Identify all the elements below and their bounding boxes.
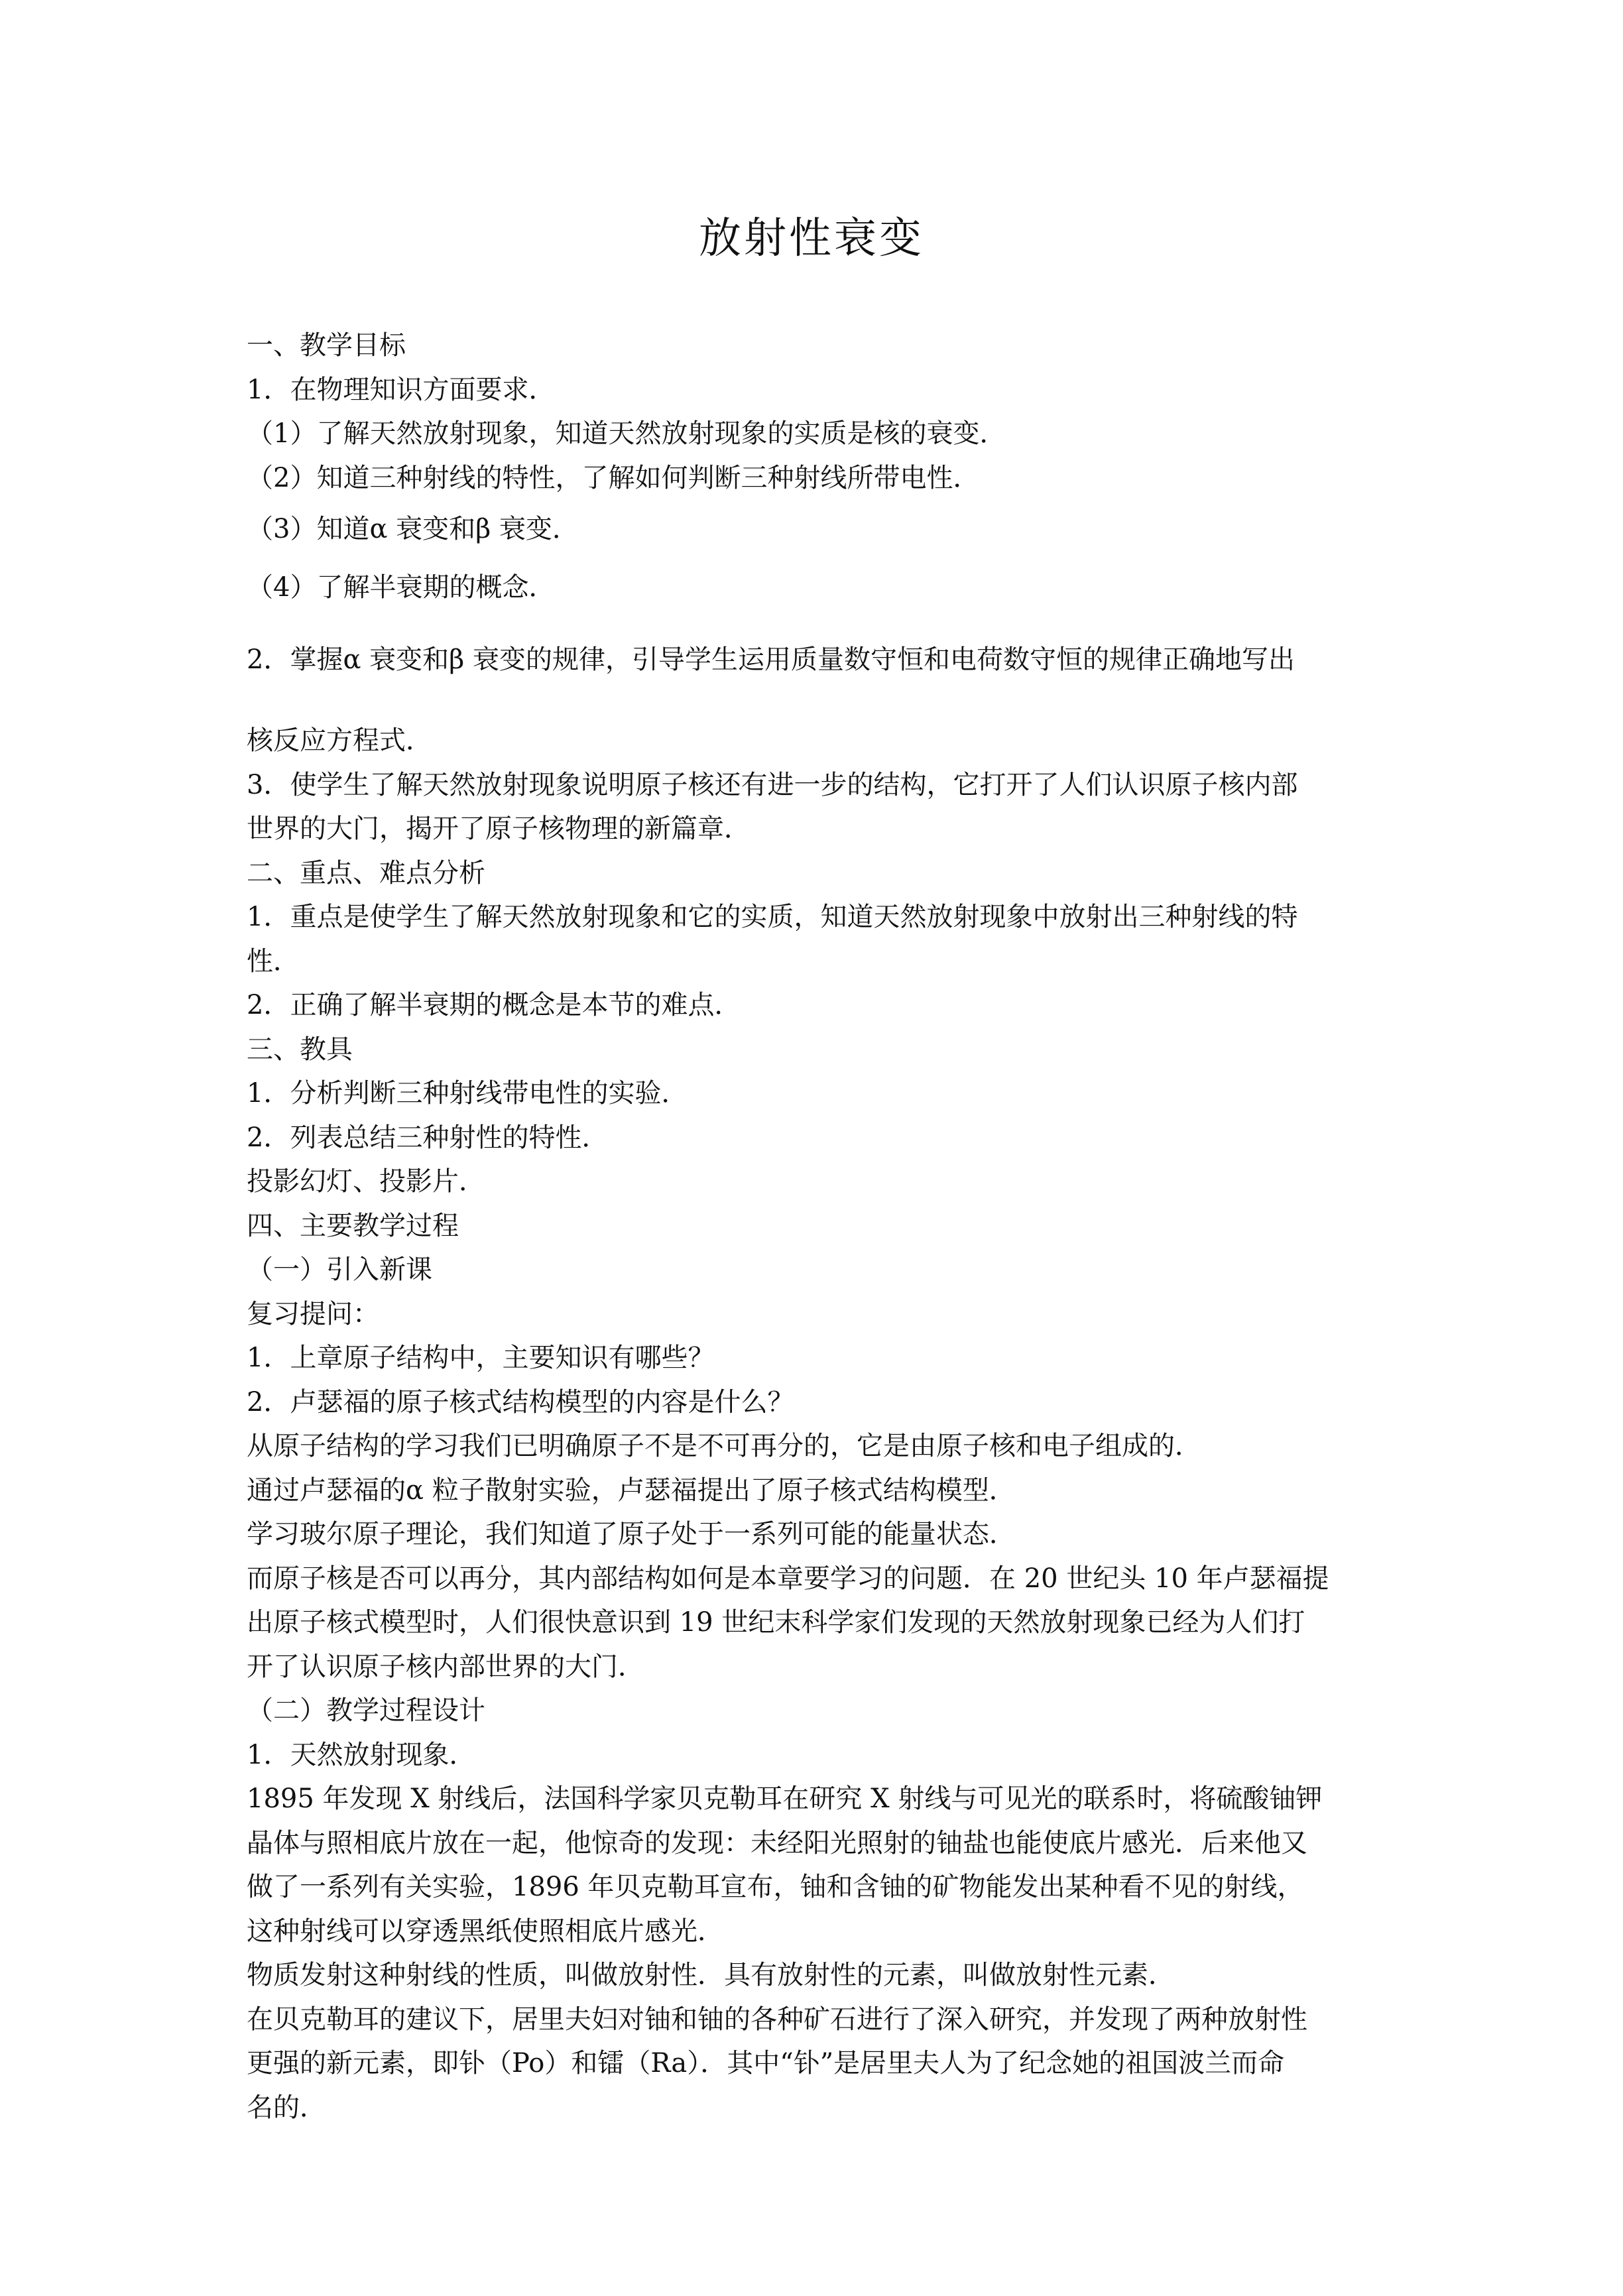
text-line: 物质发射这种射线的性质，叫做放射性．具有放射性的元素，叫做放射性元素． [247,1960,1175,1990]
text-line: （一）引入新课 [247,1254,432,1285]
text-line: 三、教具 [247,1034,353,1065]
text-line: 1．上章原子结构中，主要知识有哪些？ [247,1343,715,1373]
text-line: 通过卢瑟福的α 粒子散射实验，卢瑟福提出了原子核式结构模型． [247,1475,1016,1506]
text-line: （3）知道α 衰变和β 衰变． [247,514,579,544]
text-line: 性． [247,945,300,977]
text-line: 在贝克勒耳的建议下，居里夫妇对铀和铀的各种矿石进行了深入研究，并发现了两种放射性 [247,2004,1307,2035]
text-line: 二、重点、难点分析 [247,857,485,888]
text-line: 开了认识原子核内部世界的大门． [247,1651,644,1682]
text-line: 核反应方程式． [247,725,432,756]
page-title: 放射性衰变 [699,214,924,263]
text-line: 做了一系列有关实验，1896 年贝克勒耳宣布，铀和含铀的矿物能发出某种看不见的射线， [247,1872,1304,1902]
text-line: 1．天然放射现象． [247,1739,476,1770]
text-line: 2．卢瑟福的原子核式结构模型的内容是什么？ [247,1386,794,1418]
text-line: 2．列表总结三种射性的特性． [247,1122,609,1153]
text-line: 出原子核式模型时，人们很快意识到 19 世纪末科学家们发现的天然放射现象已经为人们打 [247,1607,1305,1638]
text-line: 这种射线可以穿透黑纸使照相底片感光． [247,1915,724,1947]
text-line: 1．重点是使学生了解天然放射现象和它的实质，知道天然放射现象中放射出三种射线的特 [247,902,1298,932]
text-line: 世界的大门，揭开了原子核物理的新篇章． [247,814,751,844]
text-line: 1．在物理知识方面要求． [247,374,556,405]
text-line: 2．掌握α 衰变和β 衰变的规律，引导学生运用质量数守恒和电荷数守恒的规律正确地写出 [247,644,1295,675]
text-line: 1895 年发现 X 射线后，法国科学家贝克勒耳在研究 X 射线与可见光的联系时，将硫酸铀钾 [247,1783,1323,1814]
text-line: 晶体与照相底片放在一起，他惊奇的发现：未经阳光照射的铀盐也能使底片感光．后来他又 [247,1827,1307,1858]
text-line: （二）教学过程设计 [247,1695,485,1726]
text-line: 投影幻灯、投影片． [247,1166,485,1197]
text-line: （2）知道三种射线的特性，了解如何判断三种射线所带电性． [247,462,980,493]
text-line: 四、主要教学过程 [247,1210,459,1241]
text-line: 复习提问： [247,1298,379,1329]
text-line: 而原子核是否可以再分，其内部结构如何是本章要学习的问题．在 20 世纪头 10 年卢瑟福提 [247,1563,1329,1594]
text-line: 从原子结构的学习我们已明确原子不是不可再分的，它是由原子核和电子组成的． [247,1431,1201,1461]
text-line: 名的． [247,2092,326,2123]
text-line: （4）了解半衰期的概念． [247,572,556,603]
text-line: 学习玻尔原子理论，我们知道了原子处于一系列可能的能量状态． [247,1519,1016,1549]
text-line: 更强的新元素，即钋（Po）和镭（Ra）．其中“钋”是居里夫人为了纪念她的祖国波兰而命 [247,2048,1285,2079]
text-line: 2．正确了解半衰期的概念是本节的难点． [247,990,741,1020]
document-body [247,324,1387,2130]
text-line: 3．使学生了解天然放射现象说明原子核还有进一步的结构，它打开了人们认识原子核内部 [247,769,1298,800]
text-line: 一、教学目标 [247,330,406,361]
text-line: （1）了解天然放射现象，知道天然放射现象的实质是核的衰变． [247,418,1006,449]
text-line: 1．分析判断三种射线带电性的实验． [247,1078,688,1109]
